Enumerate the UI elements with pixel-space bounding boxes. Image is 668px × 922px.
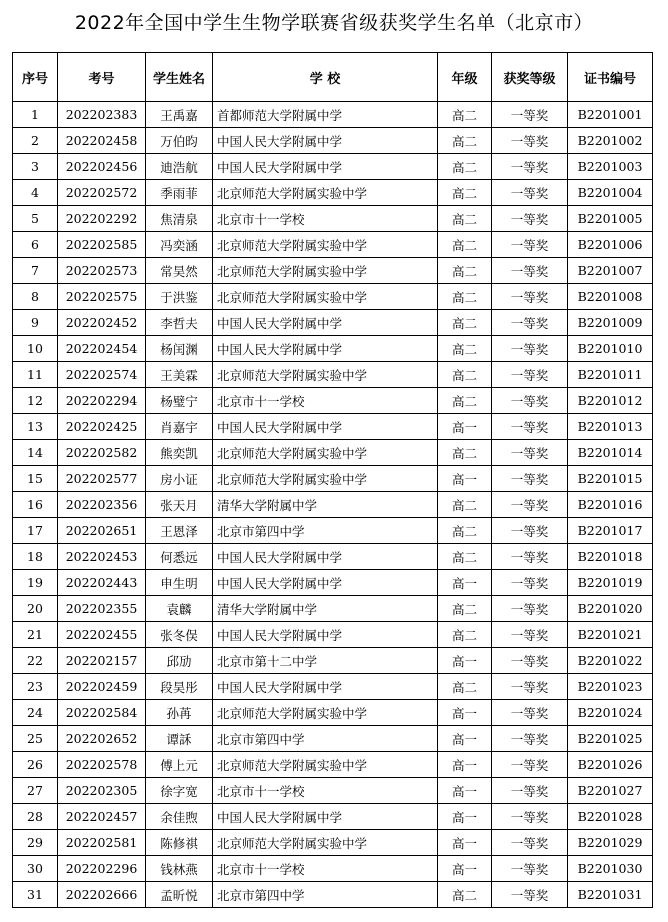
cell-grade: 高一 bbox=[438, 570, 492, 596]
cell-index: 2 bbox=[13, 128, 58, 154]
cell-index: 16 bbox=[13, 492, 58, 518]
cell-student-name: 张冬俣 bbox=[146, 622, 213, 648]
table-row bbox=[13, 258, 653, 284]
award-table bbox=[12, 52, 653, 908]
cell-school: 中国人民大学附属中学 bbox=[213, 310, 438, 336]
cell-index: 11 bbox=[13, 362, 58, 388]
cell-student-name: 房小证 bbox=[146, 466, 213, 492]
cell-certificate-id: B2201028 bbox=[568, 804, 653, 830]
cell-award-level: 一等奖 bbox=[492, 830, 568, 856]
cell-student-name: 常昊然 bbox=[146, 258, 213, 284]
cell-certificate-id: B2201030 bbox=[568, 856, 653, 882]
cell-school: 清华大学附属中学 bbox=[213, 596, 438, 622]
cell-certificate-id: B2201012 bbox=[568, 388, 653, 414]
cell-school: 北京师范大学附属实验中学 bbox=[213, 830, 438, 856]
cell-student-name: 申生明 bbox=[146, 570, 213, 596]
header-exam-id: 考号 bbox=[58, 53, 146, 102]
cell-school: 中国人民大学附属中学 bbox=[213, 804, 438, 830]
cell-school: 北京市十一学校 bbox=[213, 206, 438, 232]
header-grade: 年级 bbox=[438, 53, 492, 102]
header-certificate-id: 证书编号 bbox=[568, 53, 653, 102]
cell-certificate-id: B2201020 bbox=[568, 596, 653, 622]
cell-award-level: 一等奖 bbox=[492, 284, 568, 310]
table-row bbox=[13, 700, 653, 726]
cell-school: 中国人民大学附属中学 bbox=[213, 544, 438, 570]
table-row bbox=[13, 622, 653, 648]
cell-school: 中国人民大学附属中学 bbox=[213, 570, 438, 596]
cell-index: 27 bbox=[13, 778, 58, 804]
table-row bbox=[13, 336, 653, 362]
cell-index: 13 bbox=[13, 414, 58, 440]
cell-exam-id: 202202582 bbox=[58, 440, 146, 466]
cell-student-name: 万伯昀 bbox=[146, 128, 213, 154]
table-row bbox=[13, 206, 653, 232]
table-row bbox=[13, 804, 653, 830]
cell-index: 6 bbox=[13, 232, 58, 258]
cell-index: 15 bbox=[13, 466, 58, 492]
cell-grade: 高一 bbox=[438, 726, 492, 752]
cell-award-level: 一等奖 bbox=[492, 414, 568, 440]
cell-index: 7 bbox=[13, 258, 58, 284]
cell-award-level: 一等奖 bbox=[492, 310, 568, 336]
cell-student-name: 季雨菲 bbox=[146, 180, 213, 206]
cell-exam-id: 202202157 bbox=[58, 648, 146, 674]
cell-grade: 高二 bbox=[438, 154, 492, 180]
cell-index: 12 bbox=[13, 388, 58, 414]
cell-exam-id: 202202455 bbox=[58, 622, 146, 648]
table-row bbox=[13, 882, 653, 908]
table-row bbox=[13, 570, 653, 596]
cell-certificate-id: B2201023 bbox=[568, 674, 653, 700]
cell-grade: 高二 bbox=[438, 388, 492, 414]
cell-index: 28 bbox=[13, 804, 58, 830]
table-row bbox=[13, 310, 653, 336]
table-row bbox=[13, 102, 653, 128]
table-row bbox=[13, 492, 653, 518]
table-row bbox=[13, 466, 653, 492]
cell-index: 9 bbox=[13, 310, 58, 336]
cell-exam-id: 202202454 bbox=[58, 336, 146, 362]
table-row bbox=[13, 362, 653, 388]
cell-index: 14 bbox=[13, 440, 58, 466]
cell-exam-id: 202202574 bbox=[58, 362, 146, 388]
table-row bbox=[13, 128, 653, 154]
cell-grade: 高二 bbox=[438, 310, 492, 336]
cell-certificate-id: B2201007 bbox=[568, 258, 653, 284]
cell-certificate-id: B2201018 bbox=[568, 544, 653, 570]
cell-grade: 高二 bbox=[438, 674, 492, 700]
cell-exam-id: 202202296 bbox=[58, 856, 146, 882]
cell-exam-id: 202202652 bbox=[58, 726, 146, 752]
cell-award-level: 一等奖 bbox=[492, 440, 568, 466]
cell-school: 北京师范大学附属实验中学 bbox=[213, 258, 438, 284]
cell-exam-id: 202202581 bbox=[58, 830, 146, 856]
cell-award-level: 一等奖 bbox=[492, 882, 568, 908]
cell-exam-id: 202202575 bbox=[58, 284, 146, 310]
table-row bbox=[13, 856, 653, 882]
cell-index: 31 bbox=[13, 882, 58, 908]
cell-certificate-id: B2201029 bbox=[568, 830, 653, 856]
cell-exam-id: 202202651 bbox=[58, 518, 146, 544]
table-row bbox=[13, 648, 653, 674]
cell-certificate-id: B2201011 bbox=[568, 362, 653, 388]
cell-exam-id: 202202383 bbox=[58, 102, 146, 128]
cell-student-name: 杨璧宁 bbox=[146, 388, 213, 414]
cell-index: 30 bbox=[13, 856, 58, 882]
cell-grade: 高二 bbox=[438, 440, 492, 466]
table-body bbox=[13, 102, 653, 908]
table-row bbox=[13, 180, 653, 206]
cell-exam-id: 202202457 bbox=[58, 804, 146, 830]
table-row bbox=[13, 674, 653, 700]
cell-student-name: 熊奕凯 bbox=[146, 440, 213, 466]
cell-certificate-id: B2201001 bbox=[568, 102, 653, 128]
cell-exam-id: 202202577 bbox=[58, 466, 146, 492]
table-row bbox=[13, 284, 653, 310]
cell-certificate-id: B2201027 bbox=[568, 778, 653, 804]
cell-student-name: 于洪鉴 bbox=[146, 284, 213, 310]
cell-exam-id: 202202459 bbox=[58, 674, 146, 700]
cell-award-level: 一等奖 bbox=[492, 804, 568, 830]
cell-exam-id: 202202305 bbox=[58, 778, 146, 804]
cell-student-name: 何悉远 bbox=[146, 544, 213, 570]
cell-index: 29 bbox=[13, 830, 58, 856]
cell-award-level: 一等奖 bbox=[492, 492, 568, 518]
cell-award-level: 一等奖 bbox=[492, 466, 568, 492]
cell-school: 北京师范大学附属实验中学 bbox=[213, 284, 438, 310]
table-row bbox=[13, 752, 653, 778]
cell-school: 中国人民大学附属中学 bbox=[213, 674, 438, 700]
cell-exam-id: 202202453 bbox=[58, 544, 146, 570]
table-row bbox=[13, 830, 653, 856]
cell-student-name: 王恩泽 bbox=[146, 518, 213, 544]
cell-certificate-id: B2201008 bbox=[568, 284, 653, 310]
cell-certificate-id: B2201031 bbox=[568, 882, 653, 908]
cell-student-name: 张天月 bbox=[146, 492, 213, 518]
cell-index: 5 bbox=[13, 206, 58, 232]
cell-school: 北京市十一学校 bbox=[213, 856, 438, 882]
cell-index: 8 bbox=[13, 284, 58, 310]
cell-index: 19 bbox=[13, 570, 58, 596]
cell-grade: 高二 bbox=[438, 882, 492, 908]
cell-award-level: 一等奖 bbox=[492, 648, 568, 674]
cell-certificate-id: B2201021 bbox=[568, 622, 653, 648]
cell-school: 中国人民大学附属中学 bbox=[213, 154, 438, 180]
cell-award-level: 一等奖 bbox=[492, 388, 568, 414]
cell-school: 北京师范大学附属实验中学 bbox=[213, 180, 438, 206]
cell-grade: 高二 bbox=[438, 362, 492, 388]
cell-exam-id: 202202456 bbox=[58, 154, 146, 180]
cell-exam-id: 202202573 bbox=[58, 258, 146, 284]
cell-exam-id: 202202452 bbox=[58, 310, 146, 336]
cell-award-level: 一等奖 bbox=[492, 622, 568, 648]
cell-award-level: 一等奖 bbox=[492, 674, 568, 700]
cell-award-level: 一等奖 bbox=[492, 778, 568, 804]
cell-index: 24 bbox=[13, 700, 58, 726]
table-row bbox=[13, 414, 653, 440]
cell-award-level: 一等奖 bbox=[492, 102, 568, 128]
cell-grade: 高一 bbox=[438, 700, 492, 726]
cell-exam-id: 202202443 bbox=[58, 570, 146, 596]
header-index: 序号 bbox=[13, 53, 58, 102]
cell-student-name: 肖嘉宇 bbox=[146, 414, 213, 440]
cell-exam-id: 202202584 bbox=[58, 700, 146, 726]
cell-grade: 高一 bbox=[438, 778, 492, 804]
cell-award-level: 一等奖 bbox=[492, 570, 568, 596]
cell-grade: 高一 bbox=[438, 414, 492, 440]
cell-grade: 高一 bbox=[438, 856, 492, 882]
cell-index: 17 bbox=[13, 518, 58, 544]
cell-student-name: 谭訸 bbox=[146, 726, 213, 752]
cell-student-name: 徐字宽 bbox=[146, 778, 213, 804]
cell-grade: 高二 bbox=[438, 232, 492, 258]
cell-school: 北京市十一学校 bbox=[213, 778, 438, 804]
cell-student-name: 孟昕悦 bbox=[146, 882, 213, 908]
cell-grade: 高二 bbox=[438, 596, 492, 622]
cell-exam-id: 202202294 bbox=[58, 388, 146, 414]
cell-award-level: 一等奖 bbox=[492, 232, 568, 258]
cell-award-level: 一等奖 bbox=[492, 180, 568, 206]
cell-certificate-id: B2201010 bbox=[568, 336, 653, 362]
cell-grade: 高二 bbox=[438, 180, 492, 206]
cell-grade: 高一 bbox=[438, 466, 492, 492]
cell-school: 北京师范大学附属实验中学 bbox=[213, 362, 438, 388]
cell-index: 20 bbox=[13, 596, 58, 622]
cell-index: 3 bbox=[13, 154, 58, 180]
cell-certificate-id: B2201022 bbox=[568, 648, 653, 674]
cell-student-name: 王禹嘉 bbox=[146, 102, 213, 128]
table-row bbox=[13, 388, 653, 414]
cell-certificate-id: B2201006 bbox=[568, 232, 653, 258]
cell-certificate-id: B2201019 bbox=[568, 570, 653, 596]
cell-index: 21 bbox=[13, 622, 58, 648]
cell-grade: 高二 bbox=[438, 206, 492, 232]
cell-student-name: 王美霖 bbox=[146, 362, 213, 388]
cell-grade: 高二 bbox=[438, 336, 492, 362]
cell-certificate-id: B2201002 bbox=[568, 128, 653, 154]
cell-school: 中国人民大学附属中学 bbox=[213, 128, 438, 154]
cell-index: 23 bbox=[13, 674, 58, 700]
cell-award-level: 一等奖 bbox=[492, 752, 568, 778]
cell-school: 北京师范大学附属实验中学 bbox=[213, 232, 438, 258]
cell-award-level: 一等奖 bbox=[492, 362, 568, 388]
cell-student-name: 傅上元 bbox=[146, 752, 213, 778]
table-row bbox=[13, 544, 653, 570]
cell-certificate-id: B2201013 bbox=[568, 414, 653, 440]
cell-exam-id: 202202458 bbox=[58, 128, 146, 154]
cell-school: 北京市十一学校 bbox=[213, 388, 438, 414]
cell-student-name: 余佳煦 bbox=[146, 804, 213, 830]
cell-school: 首都师范大学附属中学 bbox=[213, 102, 438, 128]
table-row bbox=[13, 440, 653, 466]
cell-index: 18 bbox=[13, 544, 58, 570]
cell-exam-id: 202202356 bbox=[58, 492, 146, 518]
cell-index: 10 bbox=[13, 336, 58, 362]
cell-school: 中国人民大学附属中学 bbox=[213, 622, 438, 648]
cell-certificate-id: B2201024 bbox=[568, 700, 653, 726]
cell-index: 22 bbox=[13, 648, 58, 674]
cell-certificate-id: B2201009 bbox=[568, 310, 653, 336]
cell-school: 北京师范大学附属实验中学 bbox=[213, 466, 438, 492]
cell-certificate-id: B2201016 bbox=[568, 492, 653, 518]
cell-student-name: 袁麟 bbox=[146, 596, 213, 622]
cell-student-name: 李哲夫 bbox=[146, 310, 213, 336]
cell-award-level: 一等奖 bbox=[492, 154, 568, 180]
cell-award-level: 一等奖 bbox=[492, 206, 568, 232]
cell-grade: 高一 bbox=[438, 830, 492, 856]
table-row bbox=[13, 726, 653, 752]
cell-school: 北京市第十二中学 bbox=[213, 648, 438, 674]
cell-exam-id: 202202355 bbox=[58, 596, 146, 622]
cell-school: 北京市第四中学 bbox=[213, 726, 438, 752]
cell-grade: 高二 bbox=[438, 492, 492, 518]
cell-student-name: 孙苒 bbox=[146, 700, 213, 726]
cell-certificate-id: B2201017 bbox=[568, 518, 653, 544]
cell-grade: 高一 bbox=[438, 804, 492, 830]
cell-award-level: 一等奖 bbox=[492, 856, 568, 882]
cell-award-level: 一等奖 bbox=[492, 336, 568, 362]
cell-student-name: 陈修祺 bbox=[146, 830, 213, 856]
cell-school: 中国人民大学附属中学 bbox=[213, 336, 438, 362]
cell-award-level: 一等奖 bbox=[492, 700, 568, 726]
cell-award-level: 一等奖 bbox=[492, 544, 568, 570]
cell-grade: 高一 bbox=[438, 752, 492, 778]
cell-student-name: 冯奕涵 bbox=[146, 232, 213, 258]
cell-school: 北京师范大学附属实验中学 bbox=[213, 700, 438, 726]
table-header-row bbox=[13, 53, 653, 102]
cell-grade: 高二 bbox=[438, 544, 492, 570]
cell-grade: 高二 bbox=[438, 622, 492, 648]
cell-certificate-id: B2201025 bbox=[568, 726, 653, 752]
header-award-level: 获奖等级 bbox=[492, 53, 568, 102]
table-row bbox=[13, 232, 653, 258]
cell-grade: 高一 bbox=[438, 648, 492, 674]
cell-award-level: 一等奖 bbox=[492, 258, 568, 284]
cell-award-level: 一等奖 bbox=[492, 726, 568, 752]
cell-index: 4 bbox=[13, 180, 58, 206]
cell-award-level: 一等奖 bbox=[492, 596, 568, 622]
cell-award-level: 一等奖 bbox=[492, 518, 568, 544]
cell-certificate-id: B2201026 bbox=[568, 752, 653, 778]
cell-school: 中国人民大学附属中学 bbox=[213, 414, 438, 440]
cell-grade: 高二 bbox=[438, 128, 492, 154]
cell-exam-id: 202202572 bbox=[58, 180, 146, 206]
header-school: 学 校 bbox=[213, 53, 438, 102]
cell-exam-id: 202202292 bbox=[58, 206, 146, 232]
cell-certificate-id: B2201003 bbox=[568, 154, 653, 180]
cell-index: 26 bbox=[13, 752, 58, 778]
cell-certificate-id: B2201015 bbox=[568, 466, 653, 492]
cell-student-name: 焦清泉 bbox=[146, 206, 213, 232]
cell-grade: 高二 bbox=[438, 518, 492, 544]
table-row bbox=[13, 154, 653, 180]
cell-grade: 高二 bbox=[438, 258, 492, 284]
cell-certificate-id: B2201005 bbox=[568, 206, 653, 232]
cell-grade: 高二 bbox=[438, 102, 492, 128]
cell-school: 清华大学附属中学 bbox=[213, 492, 438, 518]
cell-school: 北京师范大学附属实验中学 bbox=[213, 752, 438, 778]
cell-school: 北京市第四中学 bbox=[213, 518, 438, 544]
cell-index: 25 bbox=[13, 726, 58, 752]
table-row bbox=[13, 596, 653, 622]
cell-exam-id: 202202666 bbox=[58, 882, 146, 908]
cell-student-name: 钱林燕 bbox=[146, 856, 213, 882]
cell-certificate-id: B2201004 bbox=[568, 180, 653, 206]
header-student-name: 学生姓名 bbox=[146, 53, 213, 102]
table-row bbox=[13, 518, 653, 544]
cell-exam-id: 202202425 bbox=[58, 414, 146, 440]
cell-school: 北京师范大学附属实验中学 bbox=[213, 440, 438, 466]
cell-index: 1 bbox=[13, 102, 58, 128]
cell-school: 北京市第四中学 bbox=[213, 882, 438, 908]
cell-student-name: 邱劢 bbox=[146, 648, 213, 674]
cell-exam-id: 202202585 bbox=[58, 232, 146, 258]
cell-student-name: 迪浩航 bbox=[146, 154, 213, 180]
page-title: 2022年全国中学生生物学联赛省级获奖学生名单（北京市） bbox=[74, 12, 594, 34]
cell-student-name: 段昊彤 bbox=[146, 674, 213, 700]
cell-student-name: 杨闰渊 bbox=[146, 336, 213, 362]
cell-certificate-id: B2201014 bbox=[568, 440, 653, 466]
cell-award-level: 一等奖 bbox=[492, 128, 568, 154]
cell-exam-id: 202202578 bbox=[58, 752, 146, 778]
cell-grade: 高二 bbox=[438, 284, 492, 310]
table-row bbox=[13, 778, 653, 804]
